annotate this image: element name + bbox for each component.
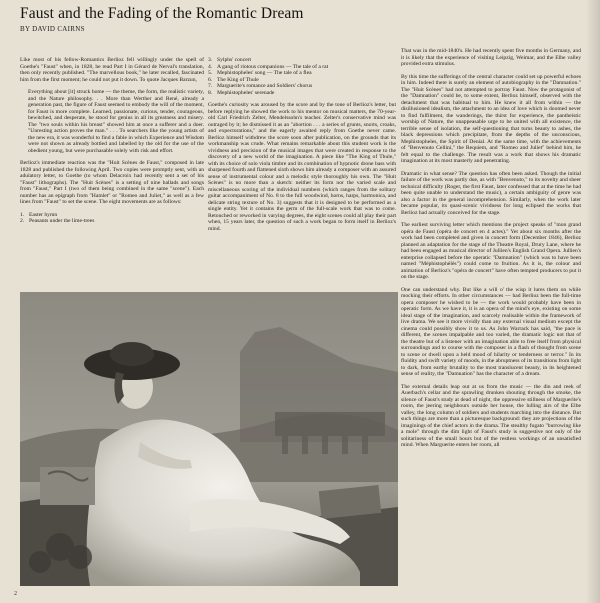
paragraph: Berlioz's immediate reaction was the "Huit Scènes de Faust," composed in late 1828 and published the following April. Two copies were promptly sent, with an adulatory letter, to Goethe (to whom Delacroix had recently sent a set of his "Faust" lithographs). The "Huit Scènes" is a setting of nine ballads and songs from "Faust," Part I (two of them being combined in the same "scene"). Each number has an epigraph from "Hamlet" or "Romeo and Juliet," as well as a few lines from "Faust" to set the scene. The eight movements are as follows: — [20, 160, 204, 205]
list-item: 3. Sylphs' concert — [208, 57, 252, 63]
article-byline: BY DAVID CAIRNS — [20, 25, 85, 33]
list-item: 5. Mephistopheles' song — The tale of a flea — [208, 70, 312, 76]
paragraph: One can understand why. But like a will o' the wisp it lures them on while mocking their efforts. In other circumstances — had Berlioz been the full-time opera composer he wished to be — the work would probably have been in operatic form. As we have it, it is an opera of the mind's eye, existing on some ideal stage of the imagination, and scarcely realisable within the framework of live drama. We see it more vividly than any external visual medium except the cinema could possibly show it to us. As John Warrack has said, "the pace is different, the scenes impalpable and too varied, the dramatic logic not that of the theatre but of a listener with an imagination able to free itself from physical surroundings and to course with the composer in a flash of thought from scene to scene or dwell upon a held mood of hilarity or tenderness or terror." In its fluidity and swift variety of moods, in the abruptness of its transitions from light to dark, from earthy brutality to the most translucent beauty, in its heightened sense of reality, the "Damnation" has the character of a dream. — [401, 286, 581, 377]
paragraph: The earliest surviving letter which mentions the project speaks of "mon grand opéra de Faust (opéra de concert en 4 actes)." Yet about six months after the work had been completed and given in concert form (December 1846), Berlioz planned an adaptation for the stage of the Theatre Royal, Drury Lane, where he had been engaged as musical director of Jullien's English Grand Opera. Jullien's enterprise collapsed before the operatic "Damnation" (which was to have been named "Méphistophélès") could come to fruition. As it is, the colour and animation of Berlioz's "opéra de concert" have often tempted producers to put it on the stage. — [401, 222, 581, 280]
list-item: 2. Peasants under the lime-trees — [20, 218, 95, 224]
text-column-3 — [401, 48, 581, 588]
portrait-painting — [20, 292, 398, 586]
text-column-2 — [208, 57, 396, 291]
binding-shadow — [586, 0, 600, 603]
paragraph: The external details leap out at us from the music — the din and reek of Auerbach's cellar and the sprawling drunken shouting through the smoke, the silence of Faust's study at dead of night, the oppressive stillness of Marguerite's room, the jeering neighbours outside her house, the lulling airs of the Elbe valley, the long column of soldiers and students marching into the distance. But such things are more than a picturesque background: they are projections of the imaginings of the chief actors in the drama. The stealthy fugato "burrowing like a mole" through the dim light of Faust's study is suggestive not only of the solitariness of the small hours but of the restless workings of an unsatisfied mind. When Marguerite enters her room, all — [401, 383, 581, 448]
list-item: 8. Mephistopheles' serenade — [208, 89, 275, 96]
list-item: 1. Easter hymn — [20, 211, 58, 218]
paragraph: By this time the sufferings of the central character could set up powerful echoes in him. Indeed there is surely an element of autobiography in the "Damnation." The "Huit Scènes" had not attempted to portray Faust. Now the protagonist of the "Damnation" could be, to some extent, Berlioz himself, observed with the detachment that was habitual to him. He knew it all from within — the disillusioned idealism, the attachment to an idea of love which is doomed never to find fulfilment, the wanderings, the thirst for experience, the pantheistic worship of Nature, the unappeasable urge to be united with all existence, the terrible sense of isolation, the self-questioning that turns beauty to ashes, the black depressions which precipitate, from the depths of the unconscious, Mephistopheles, the Spirit of Denial. At the same time, with the achievements of "Benvenuto Cellini," the Requiem, and "Romeo and Juliet" behind him, he felt equal to the challenge. The result was a work that shows his dramatic imagination at its most masterly and penetrating. — [401, 73, 581, 164]
paragraph: Like most of his fellow-Romantics Berlioz fell willingly under the spell of Goethe's "Faust" when, in 1828, he read Part I in Gérard de Nerval's translation, then only recently published. "The marvellous book," he later recalled, fascinated him from the first moment; he could not put it down. To quote Jacques Barzun, — [20, 57, 204, 83]
list-item: 7. Marguerite's romance and Soldiers' chorus — [208, 83, 313, 89]
movement-list — [208, 57, 396, 96]
paragraph: Goethe's curiosity was aroused by the score and by the tone of Berlioz's letter, but before replying he showed the work to his mentor on musical matters, the 70-year-old Carl Friedrich Zelter, Mendelssohn's teacher. Zelter's conservative mind was outraged by it; he dismissed it as an "abortion . . . a series of grunts, snorts, croaks, and expectorations," and the eagerly awaited reply from Goethe never came. Berlioz himself withdrew the score soon after publication, on the grounds that its workmanship was crude. What remains remarkable about this student work is the vividness and precision of the musical images that were created in response to the discovery of a new world of the imagination. A piece like "The King of Thule," with its choice of solo viola timbre and its combination of hypnotic drone bass with sharpened fourth and flattened sixth shows him already a composer with an assured sense of instrumental colour and a melodic style thoroughly his own. The "Huit Scènes" is no more than a sketch: neither its form nor the varied scale and miscellaneous scoring of the individual numbers (which ranges from the solitary guitar accompaniment of No. 8 to the full woodwind, horns, harps, harmonica, and delicate string texture of No. 3) suggests that it is designed to be performed as a single entity. Yet it contains the germ of the full-scale work that was to come. Retouched or reworked in varying degrees, the eight scenes could all play their part when, 15 years later, the question of such a work began to form itself in Berlioz's mind. — [208, 102, 396, 232]
movement-list — [20, 212, 204, 225]
article-title: Faust and the Fading of the Romantic Dream — [20, 5, 304, 22]
page-number: 2 — [14, 591, 17, 597]
paragraph: Dramatic in what sense? The question has often been asked. Though the initial failure of the work was partly due, as with "Benvenuto," to its novelty and sheer technical difficulty (Roger, the first Faust, later confessed that at the time he had been quite unable to understand the music), a certain ambiguity of genre was also a factor in the general incomprehension. Similarly, when the work later became popular, its quasi-scenic vividness for long eclipsed the works that Berlioz had actually conceived for the stage. — [401, 170, 581, 216]
list-item: 6. The King of Thule — [208, 76, 259, 83]
list-item: 4. A gang of riotous companions — The tale of a rat — [208, 63, 329, 70]
paragraph: That was in the mid-1840's. He had recently spent five months in Germany, and it is likely that the experience of visiting Leipzig, Weimar, and the Elbe valley provided extra stimulus. — [401, 48, 581, 67]
text-column-1 — [20, 57, 204, 289]
paragraph: Everything about [it] struck home — the theme, the form, the realistic variety, and the Nature philosophy. . . More than Werther and René, already a generation past, the figure of Faust seemed to embody the will of the moment, for Faust is more complete. Learned, passionate, curious, tender, courageous, bewitched, and desperate, he stood for genius in all its greatness and misery. The "two souls within his breast" showed him at once a sufferer and a doer. "Unresting action proves the man." . . . To searchers like the young artists of the new era, it was wonderful to find a fable in which Experience and Wisdom were not shown as already bottled and labelled by the old for the use of the obedient young, but were purchasable solely with risk and effort. — [28, 89, 204, 154]
painting-illustration — [20, 292, 398, 586]
